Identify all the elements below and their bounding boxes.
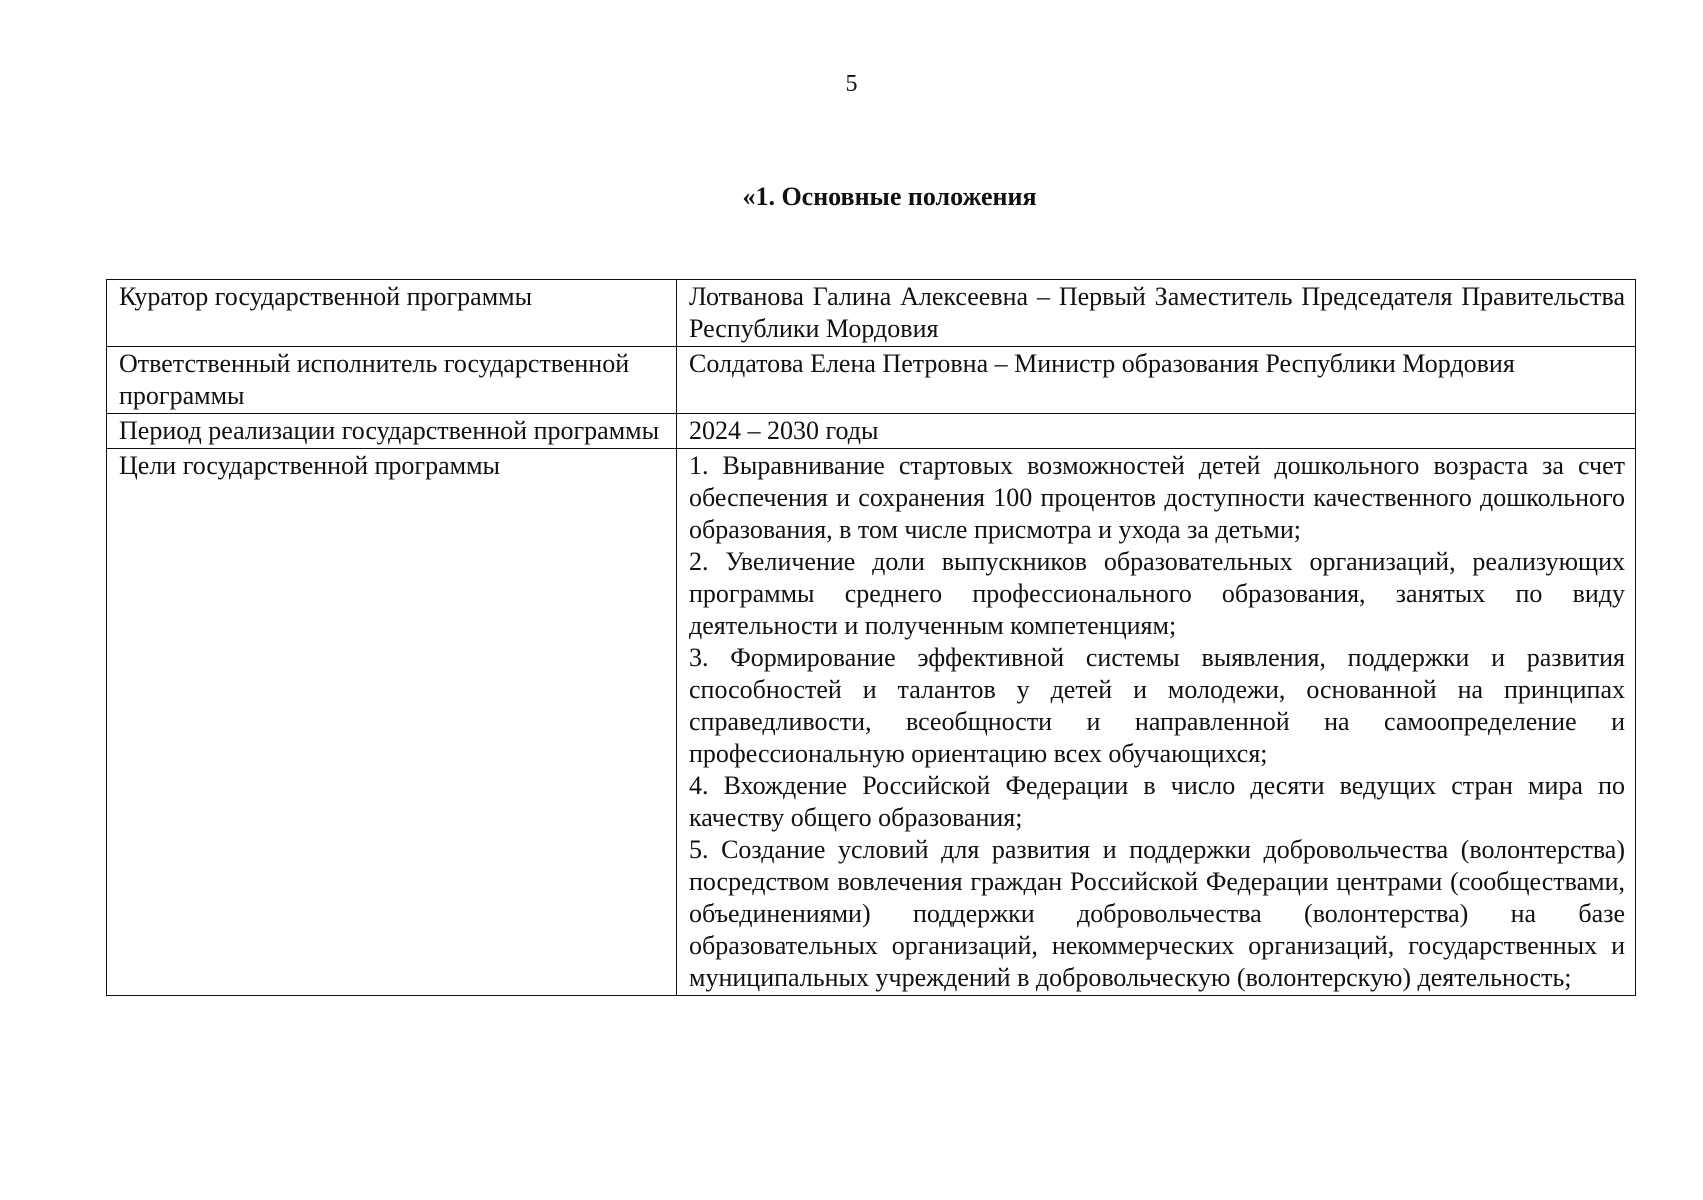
table-row-executor [107,347,1636,414]
goal-item: 2. Увеличение доли выпускников образовательных организаций, реализующих программы среднего профессионального образования, занятых по виду деятельности и полученным компетенциям; [689,547,1625,640]
row-label: Цели государственной программы [107,449,677,996]
row-label: Период реализации государственной программы [107,414,677,449]
row-value: Лотванова Галина Алексеевна – Первый Заместитель Председателя Правительства Республики Мордовия [677,280,1636,347]
section-title: «1. Основные положения [742,182,1037,211]
goal-item: 4. Вхождение Российской Федерации в число десяти ведущих стран мира по качеству общего образования; [689,771,1625,832]
goals-list [677,449,1636,996]
table-row-period [107,414,1636,449]
program-table [106,279,1636,996]
goal-item: 3. Формирование эффективной системы выявления, поддержки и развития способностей и талантов у детей и молодежи, основанной на принципах справедливости, всеобщности и направленной на самоопределение и профессиональную ориентацию всех обучающихся; [689,643,1625,768]
row-label: Ответственный исполнитель государственной программы [107,347,677,414]
table-row-curator [107,280,1636,347]
page-number: 5 [845,71,858,97]
row-label: Куратор государственной программы [107,280,677,347]
table-row-goals [107,449,1636,996]
goal-item: 5. Создание условий для развития и поддержки добровольчества (волонтерства) посредством вовлечения граждан Российской Федерации центрами (сообществами, объединениями) поддержки добровольчества (волонтерства) на базе образовательных организаций, некоммерческих организаций, государственных и муниципальных учреждений в добровольческую (волонтерскую) деятельность; [689,835,1625,992]
goal-item: 1. Выравнивание стартовых возможностей детей дошкольного возраста за счет обеспечения и сохранения 100 процентов доступности качественного дошкольного образования, в том числе присмотра и ухода за детьми; [689,451,1625,544]
row-value: Солдатова Елена Петровна – Министр образования Республики Мордовия [677,347,1636,414]
row-value: 2024 – 2030 годы [677,414,1636,449]
